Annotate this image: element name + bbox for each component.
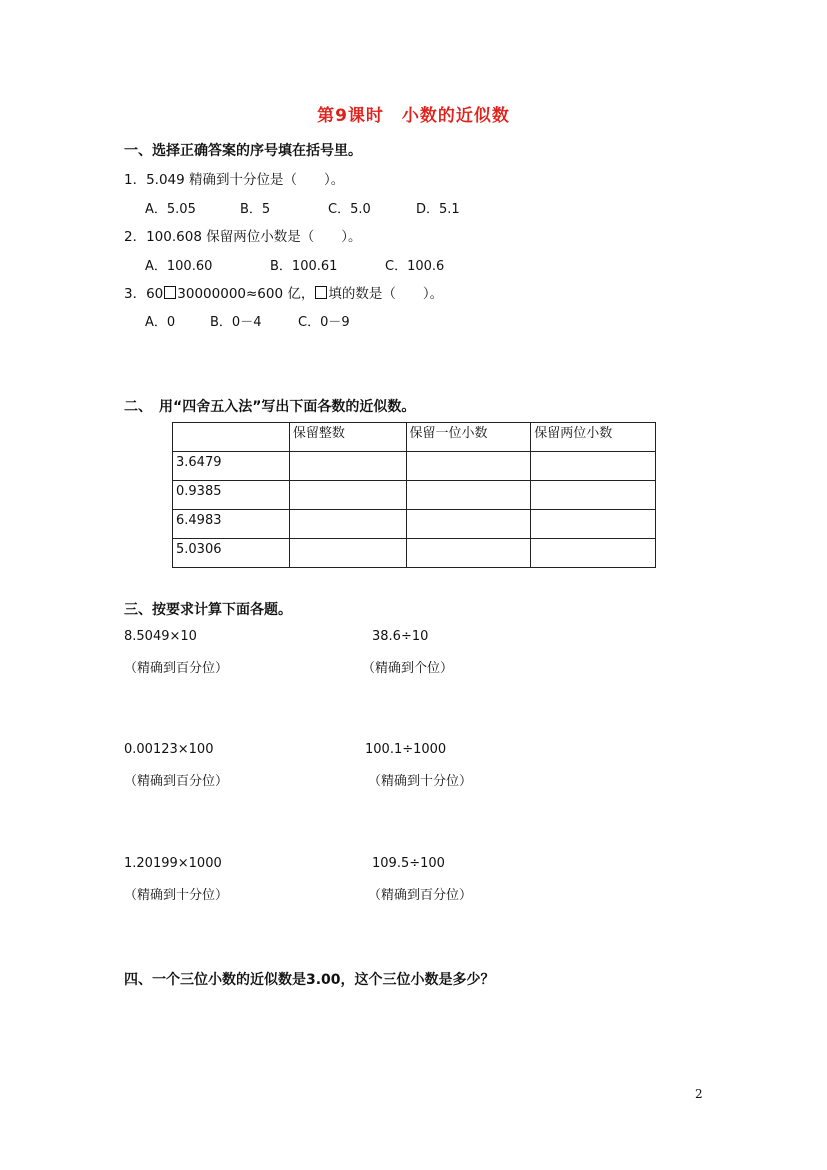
answer-cell[interactable] (289, 452, 406, 481)
q3-option-a[interactable]: A．0 (145, 315, 176, 330)
calc-expression: 0.00123×100 (124, 742, 214, 757)
question-2: 2．100.608 保留两位小数是（ ）。 (124, 229, 362, 245)
table-row-label: 0.9385 (173, 481, 290, 510)
section3-heading: 三、按要求计算下面各题。 (124, 602, 292, 618)
answer-cell[interactable] (406, 510, 531, 539)
calc-requirement: （精确到十分位） (124, 888, 229, 903)
question-2-options (145, 255, 444, 274)
question-1: 1．5.049 精确到十分位是（ ）。 (124, 172, 345, 188)
calc-expression: 38.6÷10 (372, 629, 429, 644)
q3-text-start: 3．60 (124, 286, 164, 302)
page-number: 2 (695, 1087, 703, 1101)
table-row-label: 3.6479 (173, 452, 290, 481)
q3-text-end: 填的数是（ ）。 (328, 286, 444, 302)
q3-option-b[interactable]: B．0－4 (210, 315, 262, 330)
table-header-cell: 保留一位小数 (406, 423, 531, 452)
page-title: 第9课时 小数的近似数 (317, 106, 510, 126)
q3-option-c[interactable]: C．0－9 (298, 315, 350, 330)
answer-cell[interactable] (531, 481, 656, 510)
question-1-options (145, 198, 460, 217)
q1-option-c[interactable]: C．5.0 (328, 202, 371, 217)
section1-heading: 一、选择正确答案的序号填在括号里。 (124, 143, 362, 159)
answer-cell[interactable] (406, 539, 531, 568)
q3-text-mid: 30000000≈600 亿， (177, 286, 315, 302)
calc-requirement: （精确到百分位） (124, 661, 229, 676)
table-row (173, 510, 656, 539)
section2-heading: 二、 用“四舍五入法”写出下面各数的近似数。 (124, 399, 416, 415)
answer-cell[interactable] (406, 481, 531, 510)
table-header-cell: 保留两位小数 (531, 423, 656, 452)
q2-option-c[interactable]: C．100.6 (385, 259, 445, 274)
q1-option-a[interactable]: A．5.05 (145, 202, 196, 217)
table-header-row (173, 423, 656, 452)
calc-expression: 1.20199×1000 (124, 856, 222, 871)
q2-option-a[interactable]: A．100.60 (145, 259, 213, 274)
table-row-label: 6.4983 (173, 510, 290, 539)
calc-requirement: （精确到个位） (362, 661, 454, 676)
q1-option-b[interactable]: B．5 (240, 202, 271, 217)
calc-expression: 109.5÷100 (372, 856, 445, 871)
answer-cell[interactable] (531, 452, 656, 481)
q1-option-d[interactable]: D．5.1 (416, 202, 460, 217)
table-row (173, 452, 656, 481)
calc-requirement: （精确到百分位） (124, 774, 229, 789)
table-row-label: 5.0306 (173, 539, 290, 568)
table-header-cell (173, 423, 290, 452)
approximation-table (172, 422, 656, 568)
blank-box-icon (164, 286, 176, 299)
table-header-cell: 保留整数 (289, 423, 406, 452)
answer-cell[interactable] (531, 510, 656, 539)
calc-expression: 100.1÷1000 (365, 742, 447, 757)
answer-cell[interactable] (406, 452, 531, 481)
calc-requirement: （精确到十分位） (368, 774, 473, 789)
answer-cell[interactable] (289, 481, 406, 510)
question-3-options (145, 311, 350, 330)
answer-cell[interactable] (289, 510, 406, 539)
answer-cell[interactable] (289, 539, 406, 568)
q2-option-b[interactable]: B．100.61 (270, 259, 338, 274)
calc-expression: 8.5049×10 (124, 629, 197, 644)
table-row (173, 481, 656, 510)
calc-requirement: （精确到百分位） (368, 888, 473, 903)
table-row (173, 539, 656, 568)
blank-box-icon (315, 286, 327, 299)
section4-heading: 四、一个三位小数的近似数是3.00，这个三位小数是多少？ (124, 972, 495, 988)
answer-cell[interactable] (531, 539, 656, 568)
question-3 (124, 282, 443, 302)
